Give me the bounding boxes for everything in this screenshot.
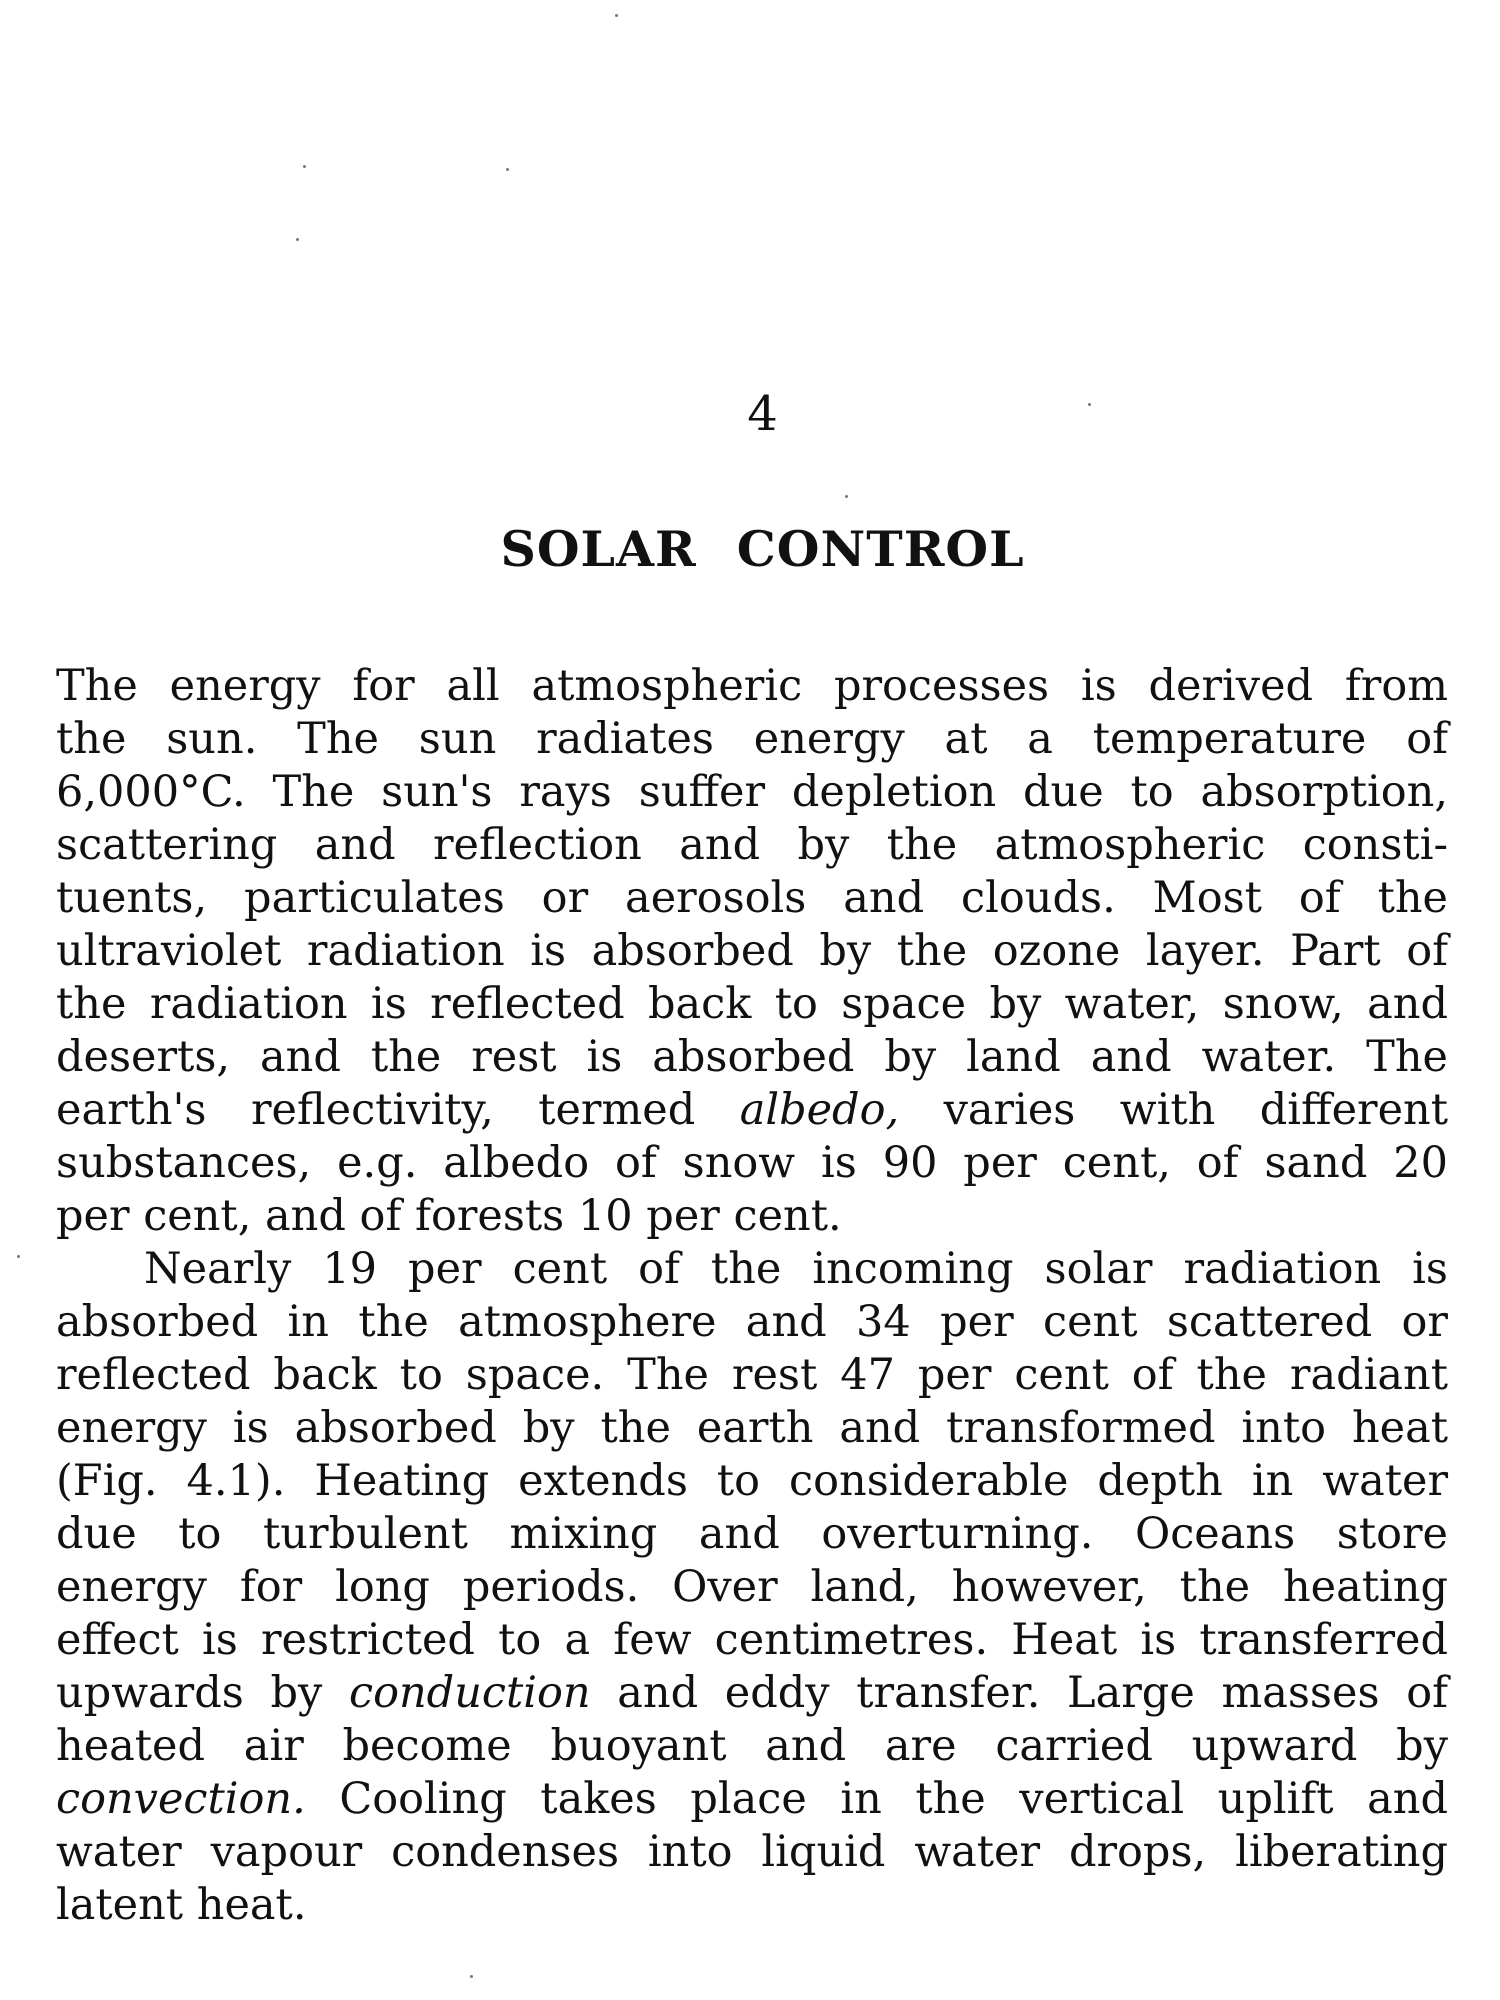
chapter-title: SOLAR CONTROL bbox=[500, 520, 1025, 578]
text-line: latent heat. bbox=[56, 1880, 307, 1930]
scan-speck bbox=[470, 1975, 473, 1978]
scan-speck bbox=[296, 238, 299, 241]
text-line: due to turbulent mixing and overturning. Oceans store bbox=[56, 1509, 1448, 1559]
text-line: convection. Cooling takes place in the vertical uplift and bbox=[56, 1774, 1448, 1824]
emphasis-term: albedo, bbox=[739, 1085, 900, 1135]
text-line: absorbed in the atmosphere and 34 per cent scattered or bbox=[56, 1297, 1448, 1347]
text-line: heated air become buoyant and are carried upward by bbox=[56, 1721, 1448, 1771]
chapter-number: 4 bbox=[747, 386, 778, 442]
scan-speck bbox=[845, 495, 848, 498]
paragraph bbox=[56, 660, 1448, 1243]
text-line: tuents, particulates or aerosols and clouds. Most of the bbox=[56, 873, 1448, 923]
text-line: Nearly 19 per cent of the incoming solar radiation is bbox=[144, 1244, 1448, 1294]
emphasis-term: convection. bbox=[56, 1774, 306, 1824]
scan-speck bbox=[17, 1255, 20, 1258]
text-line: per cent, and of forests 10 per cent. bbox=[56, 1191, 842, 1241]
body-text bbox=[56, 660, 1448, 1932]
text-line: 6,000°C. The sun's rays suffer depletion due to absorption, bbox=[56, 767, 1448, 817]
text-line: (Fig. 4.1). Heating extends to considerable depth in water bbox=[56, 1456, 1448, 1506]
text-line: effect is restricted to a few centimetres. Heat is transferred bbox=[56, 1615, 1448, 1665]
text-line: energy for long periods. Over land, however, the heating bbox=[56, 1562, 1448, 1612]
text-line: reflected back to space. The rest 47 per cent of the radiant bbox=[56, 1350, 1448, 1400]
scan-speck bbox=[506, 168, 509, 171]
text-line: substances, e.g. albedo of snow is 90 per cent, of sand 20 bbox=[56, 1138, 1448, 1188]
emphasis-term: conduction bbox=[349, 1668, 591, 1718]
scan-speck bbox=[615, 14, 618, 17]
text-line: upwards by conduction and eddy transfer. Large masses of bbox=[56, 1668, 1448, 1718]
text-line: the radiation is reflected back to space by water, snow, and bbox=[56, 979, 1448, 1029]
paragraph bbox=[56, 1243, 1448, 1932]
text-line: earth's reflectivity, termed albedo, varies with different bbox=[56, 1085, 1448, 1135]
text-line: ultraviolet radiation is absorbed by the ozone layer. Part of bbox=[56, 926, 1448, 976]
text-line: water vapour condenses into liquid water drops, liberating bbox=[56, 1827, 1448, 1877]
text-line: scattering and reflection and by the atmospheric consti- bbox=[56, 820, 1448, 870]
text-line: energy is absorbed by the earth and transformed into heat bbox=[56, 1403, 1448, 1453]
scan-speck bbox=[303, 165, 306, 168]
text-line: the sun. The sun radiates energy at a temperature of bbox=[56, 714, 1448, 764]
text-line: deserts, and the rest is absorbed by land and water. The bbox=[56, 1032, 1448, 1082]
text-line: The energy for all atmospheric processes is derived from bbox=[56, 661, 1448, 711]
